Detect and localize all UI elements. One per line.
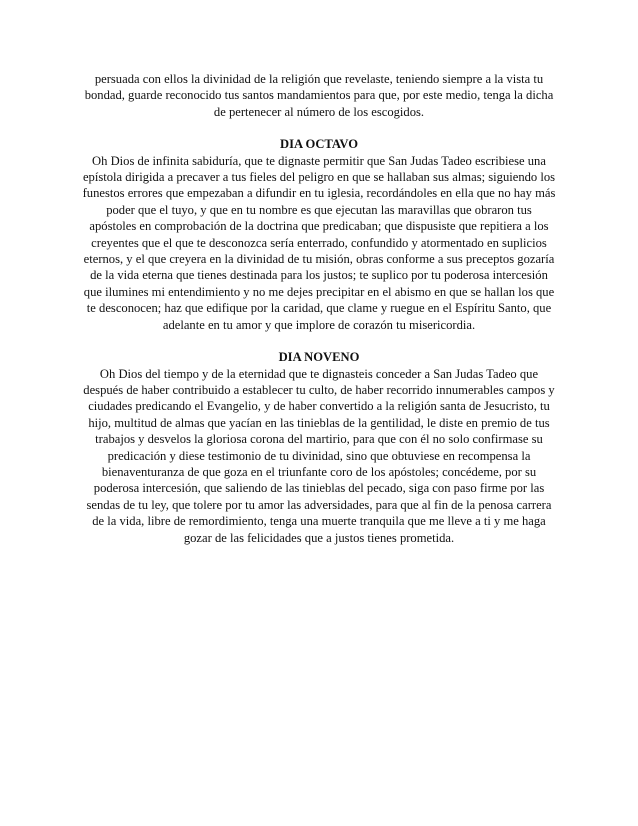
section-title-dia-octavo: DIA OCTAVO — [279, 137, 358, 152]
section-body-dia-octavo: Oh Dios de infinita sabiduría, que te dignaste permitir que San Judas Tadeo escribiese una epístola dirigida a precaver a tus fieles del peligro en que se hallaban sus almas; siguiendo los funestos errores que empezaban a difundir en tu iglesia, recordándoles en ella que no hay más poder que el tuyo, y que en tu nombre es que ejecutan las maravillas que obraron tus apóstoles en comprobación de la doctrina que predicaban; que dispusiste que repitiera a los creyentes que el que te desconozca sería enterrado, confundido y atormentado en suplicios eternos, y el que creyera en la divinidad de tu misión, obras conforme a sus preceptos gozaría de la vida eterna que tienes destinada para los justos; te suplico por tu poderosa intercesión que ilumines mi entendimiento y no me dejes precipitar en el abismo en que se hallan los que te desconocen; haz que edifique por la caridad, que clame y ruegue en el Espíritu Santo, que adelante en tu amor y que implore de corazón tu misericordia. — [82, 153, 556, 332]
section-body-dia-noveno: Oh Dios del tiempo y de la eternidad que te dignasteis conceder a San Judas Tadeo que después de haber contribuido a establecer tu culto, de haber recorrido innumerables campos y ciudades predicando el Evangelio, y de haber convertido a la religión santa de Jesucristo, tu hijo, multitud de almas que yacían en las tinieblas de la gentilidad, le diste en premio de tus trabajos y desvelos la gloriosa corona del martirio, para que con él no solo confirmase su predicación y diese testimonio de tu divinidad, sino que obtuviese en recompensa la bienaventuranza de que goza en el triunfante coro de los apóstoles; concédeme, por su poderosa intercesión, que saliendo de las tinieblas del pecado, siga con paso firme por las sendas de tu ley, que tolere por tu amor las adversidades, para que al fin de la penosa carrera de la vida, libre de remordimiento, tenga una muerte tranquila que me lleve a ti y me haga gozar de las felicidades que a justos tienes prometida. — [83, 366, 555, 545]
document-page — [82, 71, 556, 546]
intro-paragraph: persuada con ellos la divinidad de la religión que revelaste, teniendo siempre a la vista tu bondad, guarde reconocido tus santos mandamientos para que, por este medio, tenga la dicha de pertenecer al número de los escogidos. — [84, 72, 554, 119]
section-title-dia-noveno: DIA NOVENO — [278, 350, 360, 365]
